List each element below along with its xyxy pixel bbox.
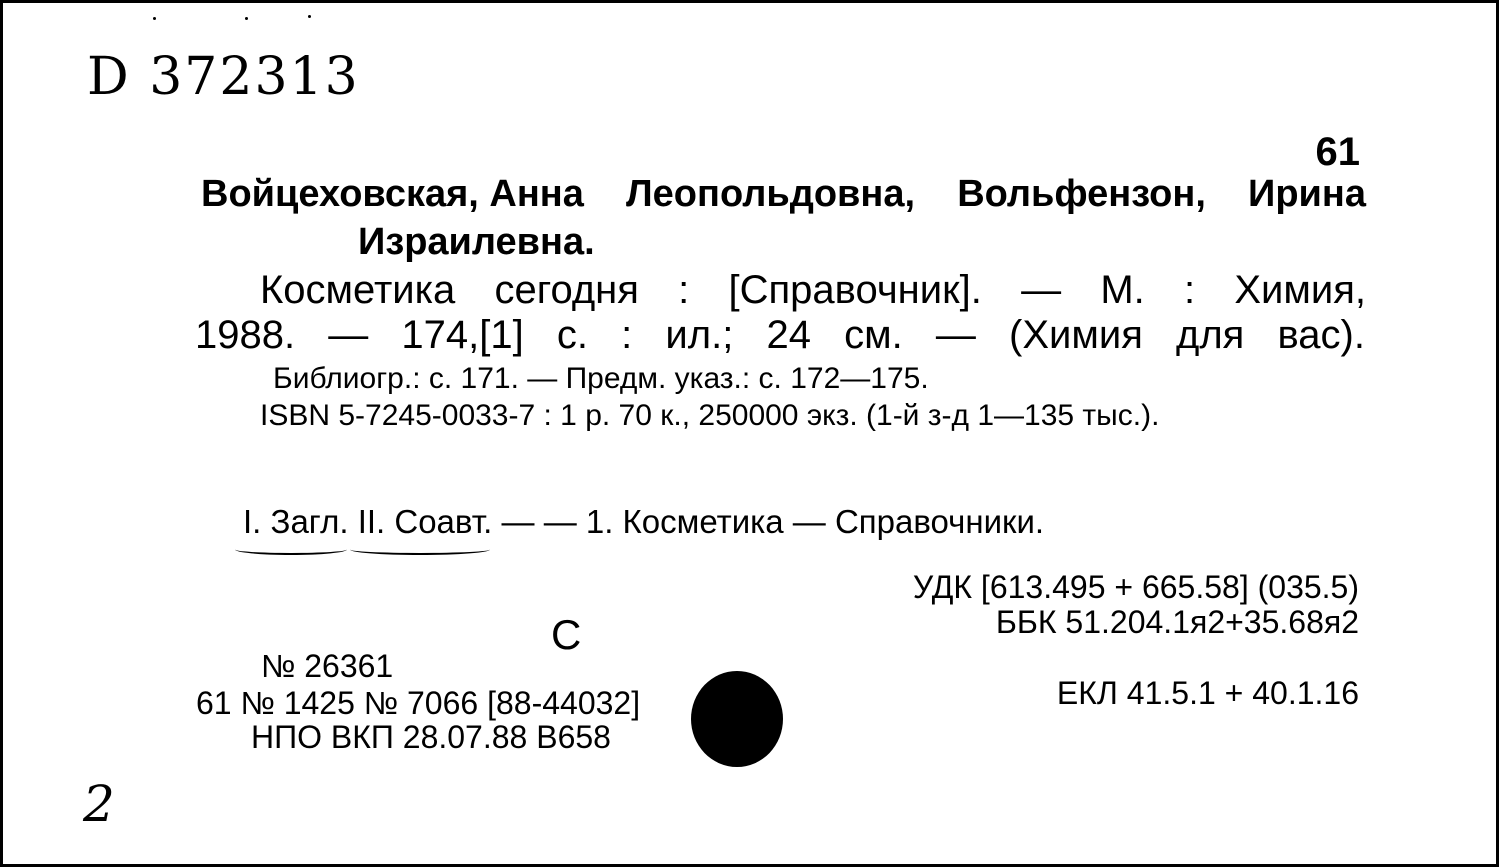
title-word: : [621,313,633,357]
bbk-code: ББК 51.204.1я2+35.68я2 [995,604,1359,640]
title-word: 1988. [195,313,296,357]
title-word: 174,[1] [401,313,524,357]
title-word: М. [1100,268,1145,312]
title-word: Косметика [260,268,456,312]
bibliography-note: Библиогр.: с. 171. — Предм. указ.: с. 172—175. [273,362,929,395]
tracing-subject: — — 1. Косметика — Справочники. [501,503,1045,540]
author-line-1 [201,173,1366,216]
title-word: с. [556,313,588,357]
title-line-2 [195,313,1365,358]
isbn-line: ISBN 5-7245-0033-7 : 1 р. 70 к., 250000 экз. (1-й з-д 1—135 тыс.). [260,399,1160,432]
title-word: (Химия [1009,313,1143,357]
title-word: — [328,313,369,357]
title-word: : [1183,268,1196,312]
title-word: — [1021,268,1062,312]
punch-hole [691,671,783,767]
author-word: Вольфензон, [957,173,1206,215]
author-word: Леопольдовна, [626,173,916,215]
title-word: 24 [766,313,811,357]
title-word: [Справочник]. [728,268,982,312]
title-word: ил.; [665,313,734,357]
title-word: — [935,313,976,357]
title-word: для [1176,313,1245,357]
classification-number: 61 [1315,130,1360,174]
speck [245,17,248,20]
tracing-line [243,503,1044,541]
title-word: Химия, [1234,268,1366,312]
printer-line: НПО ВКП 28.07.88 В658 [251,719,611,755]
ekl-code: ЕКЛ 41.5.1 + 40.1.16 [1056,675,1359,711]
author-word: Ирина [1248,173,1366,215]
speck [308,15,311,18]
author-word: Войцеховская, Анна [201,173,584,215]
author-line-2: Израилевна. [358,221,595,263]
print-numbers: 61 № 1425 № 7066 [88-44032] [196,685,641,721]
udk-code: УДК [613.495 + 665.58] (035.5) [912,569,1359,605]
title-word: вас). [1277,313,1365,357]
tracing-title-entry: I. Загл. [243,503,349,540]
title-word: см. [844,313,903,357]
letter-mark: С [551,611,582,658]
title-word: : [678,268,690,312]
order-number: № 26361 [261,648,394,684]
title-line-1 [260,268,1366,313]
title-word: сегодня [494,268,639,312]
handwritten-mark: 2 [83,775,115,833]
tracing-coauthor-entry: II. Соавт. [357,503,493,540]
call-number: D 372313 [87,47,360,107]
speck [153,17,156,20]
